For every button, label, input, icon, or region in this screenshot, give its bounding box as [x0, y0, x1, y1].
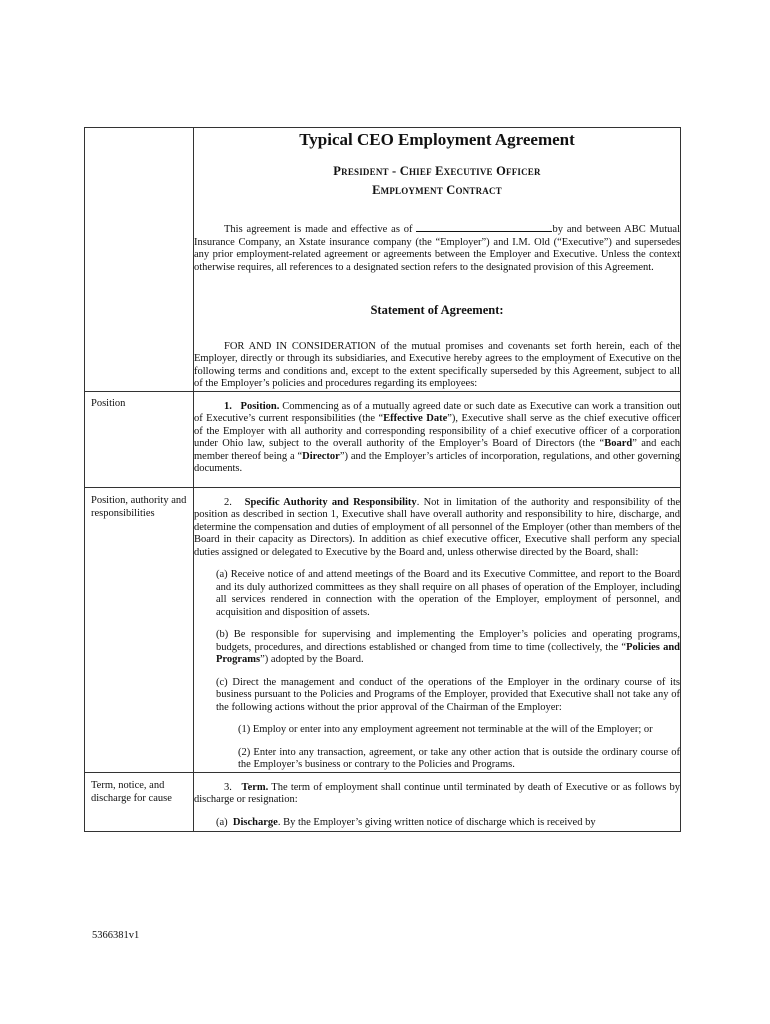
section-2-clause-c1: (1) Employ or enter into any employment agreement not terminable at the will of the Employer; or — [238, 724, 653, 735]
section-2-clause-c: (c) Direct the management and conduct of the operations of the Employer in the ordinary course of its business pursuant to the Policies and Programs of the Employer, provided that Executive shall not take any of the following actions without the prior approval of the Chairman of the Employer: — [216, 676, 680, 713]
date-blank-line — [416, 222, 552, 232]
clause-b-text-a: (b) Be responsible for supervising and implementing the Employer’s policies and operating programs, budgets, procedures, and directions established or changed from time to time (collectively, the “ — [216, 629, 680, 653]
section-1-text-c: ” and each member thereof being a “ — [194, 438, 680, 462]
defined-term-effective-date: Effective Date — [383, 413, 448, 424]
section-1-text-d: ”) and the Employer’s articles of incorporation, regulations, and other governing documents. — [194, 450, 680, 474]
clause-b-text-b: ”) adopted by the Board. — [260, 654, 364, 665]
document-title: Typical CEO Employment Agreement — [299, 130, 575, 149]
clause-a-text: . By the Employer’s giving written notice of discharge which is received by — [277, 816, 596, 828]
section-1-heading: Position. — [240, 400, 280, 412]
intro-lead: This agreement is made and effective as of — [224, 224, 413, 235]
statement-heading: Statement of Agreement: — [370, 303, 504, 317]
section-2-clause-a: (a) Receive notice of and attend meetings of the Board and its Executive Committee, and report to the Board and its duly authorized committees as they shall require on all phases of operation of the Employer, including all services rendered in connection with the operation of the Employer, employment of personnel, and acquisition and disposition of assets. — [216, 569, 680, 618]
section-2-clause-b — [216, 629, 680, 667]
section-3-text: The term of employment shall continue until terminated by death of Executive or as follows by discharge or resignation: — [194, 781, 680, 805]
intro-paragraph — [194, 222, 680, 274]
intro-rest: by and between ABC Mutual Insurance Company, an Xstate insurance company (the “Employer”) and I.M. Old (“Executive”) and supersedes any prior employment-related agreement or agreements between the Employer and Executive. Unless the context otherwise requires, all references to a designated section refers to the designated provision of this Agreement. — [194, 224, 680, 273]
defined-term-director: Director — [302, 450, 340, 462]
section-1-number: 1. — [224, 400, 232, 412]
section-1-text-a: Commencing as of a mutually agreed date or such date as Executive can work a transition out of Executive’s current responsibilities (the “ — [194, 400, 680, 424]
section-1-text-b: ”), Executive shall serve as the chief executive officer of the Employer with all authority and corresponding responsibility of a chief executive officer of a corporation under Ohio law, subject to the overall authority of the Employer’s Board of Directors (the “ — [194, 413, 680, 449]
section-3-label: Term, notice, and discharge for cause — [91, 779, 172, 804]
clause-a-heading: Discharge — [232, 816, 278, 828]
section-2-label: Position, authority and responsibilities — [91, 494, 187, 519]
section-1-label-cell — [85, 391, 194, 487]
document-subtitle-line-1: President - Chief Executive Officer — [333, 164, 541, 178]
document-id: 5366381v1 — [92, 930, 140, 941]
section-1-cell — [194, 391, 681, 487]
defined-term-board: Board — [604, 438, 633, 449]
section-3-clause-a — [216, 817, 680, 830]
left-column-header-cell — [85, 128, 194, 392]
section-3-cell — [194, 772, 681, 832]
section-3-paragraph — [194, 782, 680, 807]
header-cell — [194, 128, 681, 392]
defined-term-policies-programs: Policies and Programs — [216, 641, 680, 665]
clause-a-number: (a) — [216, 816, 228, 828]
recital-paragraph: FOR AND IN CONSIDERATION of the mutual promises and covenants set forth herein, each of the Employer, directly or through its subsidiaries, and Executive hereby agrees to the employment of Executive on the following terms and conditions and, except to the extent specifically superseded by this Agreement, subject to all of the Employer’s policies and procedures regarding its employees: — [194, 340, 680, 389]
section-2-label-cell — [85, 487, 194, 772]
section-1-label: Position — [91, 397, 126, 409]
section-2-paragraph — [194, 497, 680, 560]
section-2-number: 2. — [224, 496, 232, 508]
section-3-label-cell — [85, 772, 194, 832]
agreement-table — [84, 127, 681, 832]
section-2-cell — [194, 487, 681, 772]
section-1-paragraph — [194, 401, 680, 476]
section-2-clause-c2: (2) Enter into any transaction, agreement, or take any other action that is outside the ordinary course of the Employer’s business or contrary to the Policies and Programs. — [238, 746, 680, 770]
document-subtitle-line-2: Employment Contract — [372, 183, 502, 197]
section-2-text: . Not in limitation of the authority and responsibility of the position as described in section 1, Executive shall have overall authority and responsibility to hire, discharge, and determine the compensation and duties of employment of all personnel of the Employer (other than members of the Board in their capacity as Directors). In addition as chief executive officer, Executive shall perform any special duties assigned or delegated to Executive by the Board and, unless otherwise directed by the Board, shall: — [194, 496, 680, 558]
section-2-heading: Specific Authority and Responsibility — [244, 496, 417, 508]
section-3-number: 3. — [224, 781, 232, 793]
section-3-heading: Term. — [241, 781, 269, 793]
